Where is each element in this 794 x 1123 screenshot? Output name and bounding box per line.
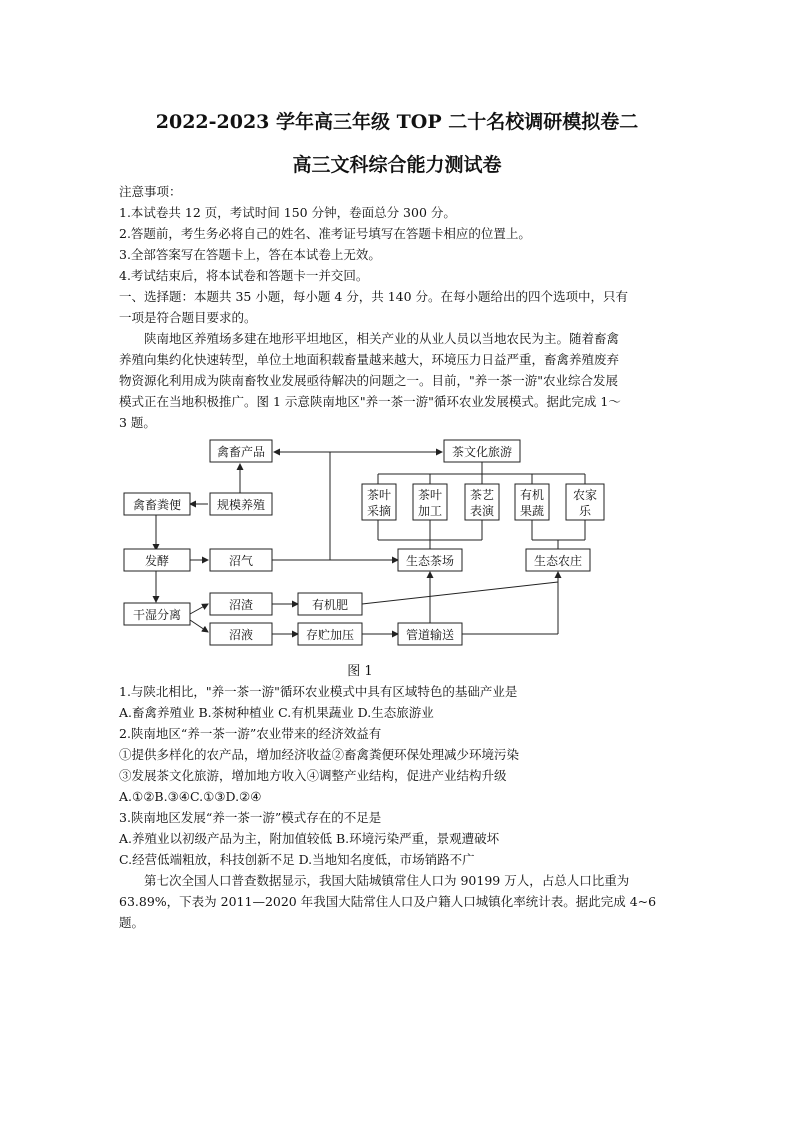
node-tea-pick: 采摘	[366, 504, 392, 518]
question-2-stem: 2.陕南地区“养一茶一游”农业带来的经济效益有	[119, 726, 382, 741]
node-separation: 干湿分离	[132, 608, 182, 622]
figure-caption: 图 1	[347, 664, 373, 679]
questions-section	[119, 681, 679, 933]
passage-line: 养殖向集约化快速转型，单位土地面积载畜量越来越大，环境压力日益严重，畜禽养殖废弃	[119, 352, 620, 367]
question-2-statement: ③发展茶文化旅游，增加地方收入④调整产业结构，促进产业结构升级	[119, 768, 507, 783]
question-1-options: A.畜禽养殖业 B.茶树种植业 C.有机果蔬业 D.生态旅游业	[119, 705, 434, 720]
passage-line: 题。	[119, 915, 145, 930]
question-2-options: A.①②B.③④C.①③D.②④	[119, 789, 262, 804]
node-tea-process: 加工	[417, 504, 443, 518]
node-pipeline: 管道输送	[405, 628, 455, 642]
flow-diagram	[120, 432, 598, 657]
question-3-options: A.养殖业以初级产品为主，附加值较低 B.环境污染严重，景观遭破坏	[119, 831, 500, 846]
question-3-options: C.经营低端粗放，科技创新不足 D.当地知名度低，市场销路不广	[119, 852, 475, 867]
node-eco-farm: 生态农庄	[533, 554, 583, 568]
node-storage-pressure: 存贮加压	[305, 628, 355, 642]
section-instruction: 一项是符合题目要求的。	[119, 310, 257, 325]
notice-item: 2.答题前，考生务必将自己的姓名、准考证号填写在答题卡相应的位置上。	[119, 226, 531, 241]
notice-item: 3.全部答案写在答题卡上，答在本试卷上无效。	[119, 247, 381, 262]
notice-item: 4.考试结束后，将本试卷和答题卡一并交回。	[119, 268, 369, 283]
section-instruction: 一、选择题：本题共 35 小题，每小题 4 分，共 140 分。在每小题给出的四个选项中，只有	[119, 289, 629, 304]
node-tea-art: 茶艺	[469, 488, 495, 502]
passage-line: 模式正在当地积极推广。图 1 示意陕南地区"养一茶一游"循环农业发展模式。据此完成 1～	[119, 394, 621, 409]
question-2-statement: ①提供多样化的农产品，增加经济收益②畜禽粪便环保处理减少环境污染	[119, 747, 520, 762]
node-organic-fertilizer: 有机肥	[311, 598, 349, 612]
node-biogas: 沼气	[228, 554, 254, 568]
node-tea-tourism: 茶文化旅游	[451, 445, 513, 459]
passage-line: 物资源化利用成为陕南畜牧业发展亟待解决的问题之一。目前，"养一茶一游"农业综合发展	[119, 373, 619, 388]
node-eco-tea-garden: 生态茶场	[405, 554, 455, 568]
node-organic-fruit: 果蔬	[519, 504, 545, 518]
node-fermentation: 发酵	[144, 554, 170, 568]
node-livestock-products: 禽畜产品	[216, 445, 266, 459]
node-biogas-slurry: 沼液	[228, 628, 254, 642]
node-farmhouse: 乐	[578, 504, 592, 518]
question-3-stem: 3.陕南地区发展“养一茶一游”模式存在的不足是	[119, 810, 382, 825]
node-farmhouse: 农家	[572, 488, 598, 502]
node-organic-fruit: 有机	[519, 488, 545, 502]
notice-section	[119, 181, 679, 433]
node-tea-process: 茶叶	[417, 488, 443, 502]
exam-title: 2022-2023 学年高三年级 TOP 二十名校调研模拟卷二	[155, 111, 639, 133]
node-tea-pick: 茶叶	[366, 488, 392, 502]
question-1-stem: 1.与陕北相比，"养一茶一游"循环农业模式中具有区域特色的基础产业是	[119, 684, 518, 699]
notice-item: 1.本试卷共 12 页，考试时间 150 分钟，卷面总分 300 分。	[119, 205, 456, 220]
node-manure: 禽畜粪便	[132, 498, 182, 512]
node-tea-art: 表演	[469, 504, 495, 518]
node-scale-farming: 规模养殖	[216, 498, 266, 512]
node-biogas-residue: 沼渣	[228, 598, 254, 612]
passage-line: 63.89%，下表为 2011—2020 年我国大陆常住人口及户籍人口城镇化率统计表。据此完成 4~6	[119, 894, 657, 909]
exam-subtitle: 高三文科综合能力测试卷	[292, 154, 502, 176]
passage-line: 陕南地区养殖场多建在地形平坦地区，相关产业的从业人员以当地农民为主。随着畜禽	[144, 331, 620, 346]
passage-line: 3 题。	[119, 415, 156, 430]
passage-line: 第七次全国人口普查数据显示，我国大陆城镇常住人口为 90199 万人，占总人口比重为	[144, 873, 630, 888]
notice-heading: 注意事项：	[119, 184, 182, 199]
figure-1-diagram	[120, 432, 598, 657]
